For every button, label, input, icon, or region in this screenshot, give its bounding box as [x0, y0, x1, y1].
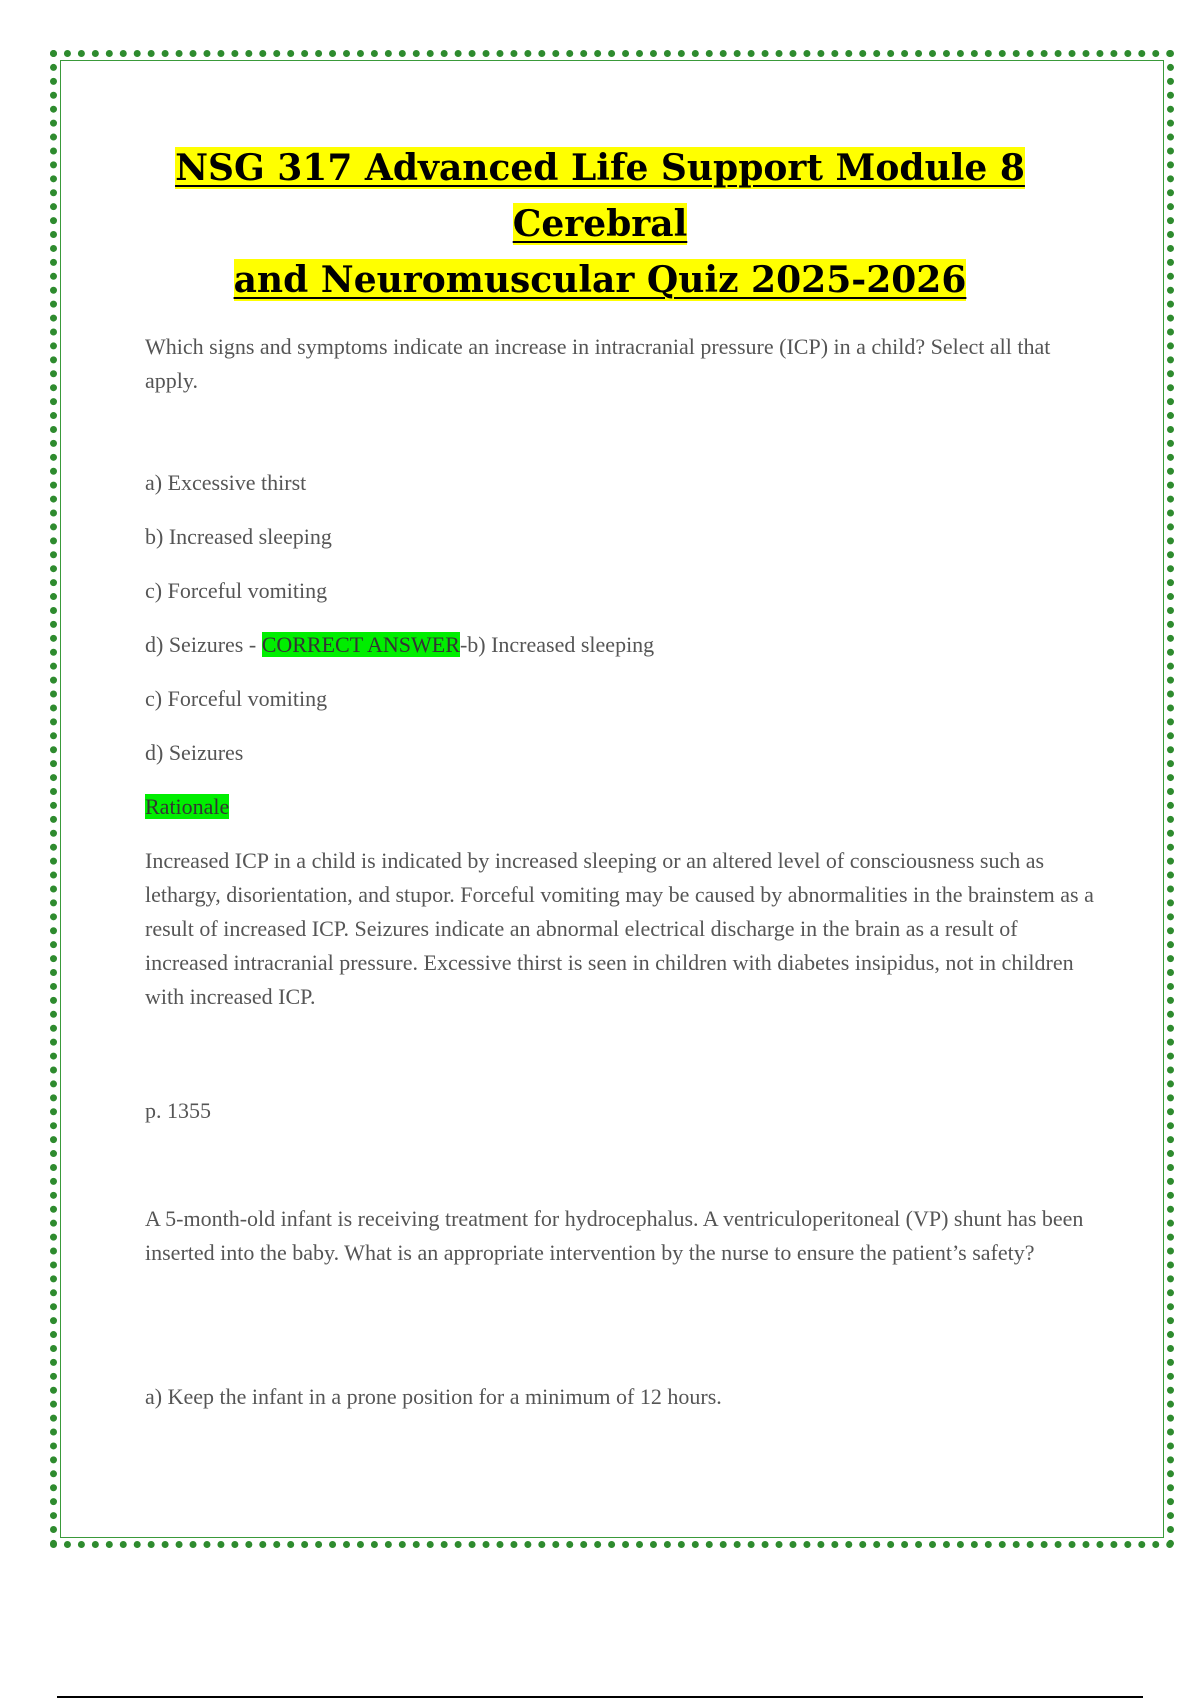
title-line-2: and Neuromuscular Quiz 2025-2026	[233, 259, 967, 301]
q1-option-c: c) Forceful vomiting	[145, 578, 328, 603]
q2-option-a: a) Keep the infant in a prone position for a minimum of 12 hours.	[145, 1384, 722, 1409]
correct-answer-badge: CORRECT ANSWER	[261, 632, 460, 657]
title-line-1: NSG 317 Advanced Life Support Module 8 Cerebral	[175, 147, 1025, 245]
document-title	[100, 140, 1100, 308]
rationale-label: Rationale	[145, 794, 230, 819]
q1-answer-c: c) Forceful vomiting	[145, 686, 328, 711]
q1-option-d-suffix: -b) Increased sleeping	[459, 632, 655, 657]
q1-option-d-prefix: d) Seizures -	[145, 632, 262, 657]
q1-answer-d: d) Seizures	[145, 740, 244, 765]
question-1-text: Which signs and symptoms indicate an increase in intracranial pressure (ICP) in a child? Select all that apply.	[145, 334, 1051, 393]
rationale-text: Increased ICP in a child is indicated by increased sleeping or an altered level of consciousness such as lethargy, disorientation, and stupor. Forceful vomiting may be caused by abnormalities in the brainstem as a result of increased ICP. Seizures indicate an abnormal electrical discharge in the brain as a result of increased intracranial pressure. Excessive thirst is seen in children with diabetes insipidus, not in children with increased ICP.	[145, 848, 1094, 1009]
q1-option-b: b) Increased sleeping	[145, 524, 332, 549]
question-2-text: A 5-month-old infant is receiving treatment for hydrocephalus. A ventriculoperitoneal (VP) shunt has been inserted into the baby. What is an appropriate intervention by the nurse to ensure the patient’s safety?	[145, 1206, 1084, 1265]
footer-rule	[57, 1696, 1143, 1698]
q1-option-d	[145, 628, 1095, 662]
page-reference: p. 1355	[145, 1098, 211, 1123]
q1-option-a: a) Excessive thirst	[145, 470, 307, 495]
